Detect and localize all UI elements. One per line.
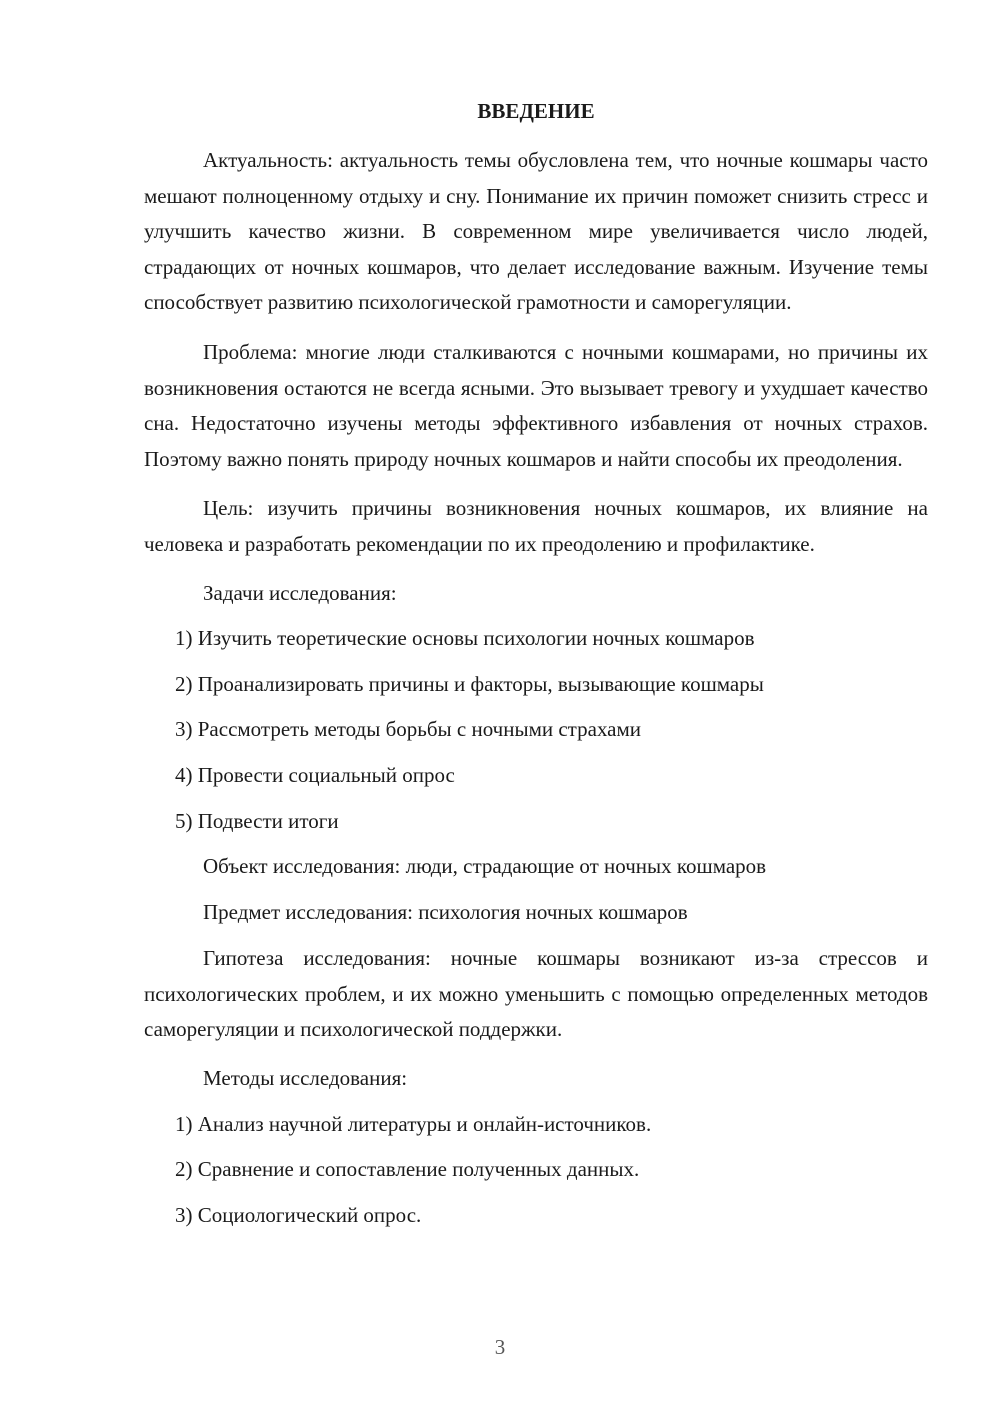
list-item: 4) Провести социальный опрос bbox=[175, 762, 455, 787]
list-item: 1) Изучить теоретические основы психологии ночных кошмаров bbox=[175, 626, 755, 651]
tasks-list bbox=[144, 622, 928, 836]
tasks-heading: Задачи исследования: bbox=[203, 580, 397, 605]
list-item: 3) Рассмотреть методы борьбы с ночными страхами bbox=[175, 717, 642, 742]
list-item: 2) Проанализировать причины и факторы, вызывающие кошмары bbox=[175, 671, 764, 696]
page-content bbox=[144, 95, 928, 1244]
goal-paragraph: Цель: изучить причины возникновения ночных кошмаров, их влияние на человека и разработать рекомендации по их преодолению и профилактике. bbox=[144, 496, 928, 556]
problem-paragraph: Проблема: многие люди сталкиваются с ночными кошмарами, но причины их возникновения остаются не всегда ясными. Это вызывает тревогу и ухудшает качество сна. Недостаточно изучены методы эффективного избавления от ночных страхов. Поэтому важно понять природу ночных кошмаров и найти способы их преодоления. bbox=[144, 339, 928, 471]
relevance-paragraph: Актуальность: актуальность темы обусловлена тем, что ночные кошмары часто мешают полноценному отдыху и сну. Понимание их причин поможет снизить стресс и улучшить качество жизни. В современном мире увеличивается число людей, страдающих от ночных кошмаров, что делает исследование важным. Изучение темы способствует развитию психологической грамотности и саморегуляции. bbox=[144, 148, 928, 315]
section-title: ВВЕДЕНИЕ bbox=[477, 99, 595, 123]
research-object: Объект исследования: люди, страдающие от ночных кошмаров bbox=[203, 854, 767, 879]
page-number: 3 bbox=[494, 1335, 506, 1359]
list-item: 5) Подвести итоги bbox=[175, 808, 339, 833]
list-item: 3) Социологический опрос. bbox=[175, 1202, 422, 1227]
hypothesis-paragraph: Гипотеза исследования: ночные кошмары возникают из-за стрессов и психологических проблем, и их можно уменьшить с помощью определенных методов саморегуляции и психологической поддержки. bbox=[144, 946, 928, 1042]
research-subject: Предмет исследования: психология ночных кошмаров bbox=[203, 899, 688, 924]
methods-list bbox=[144, 1108, 928, 1231]
list-item: 1) Анализ научной литературы и онлайн-источников. bbox=[175, 1111, 652, 1136]
methods-heading: Методы исследования: bbox=[203, 1066, 408, 1091]
list-item: 2) Сравнение и сопоставление полученных данных. bbox=[175, 1157, 640, 1182]
